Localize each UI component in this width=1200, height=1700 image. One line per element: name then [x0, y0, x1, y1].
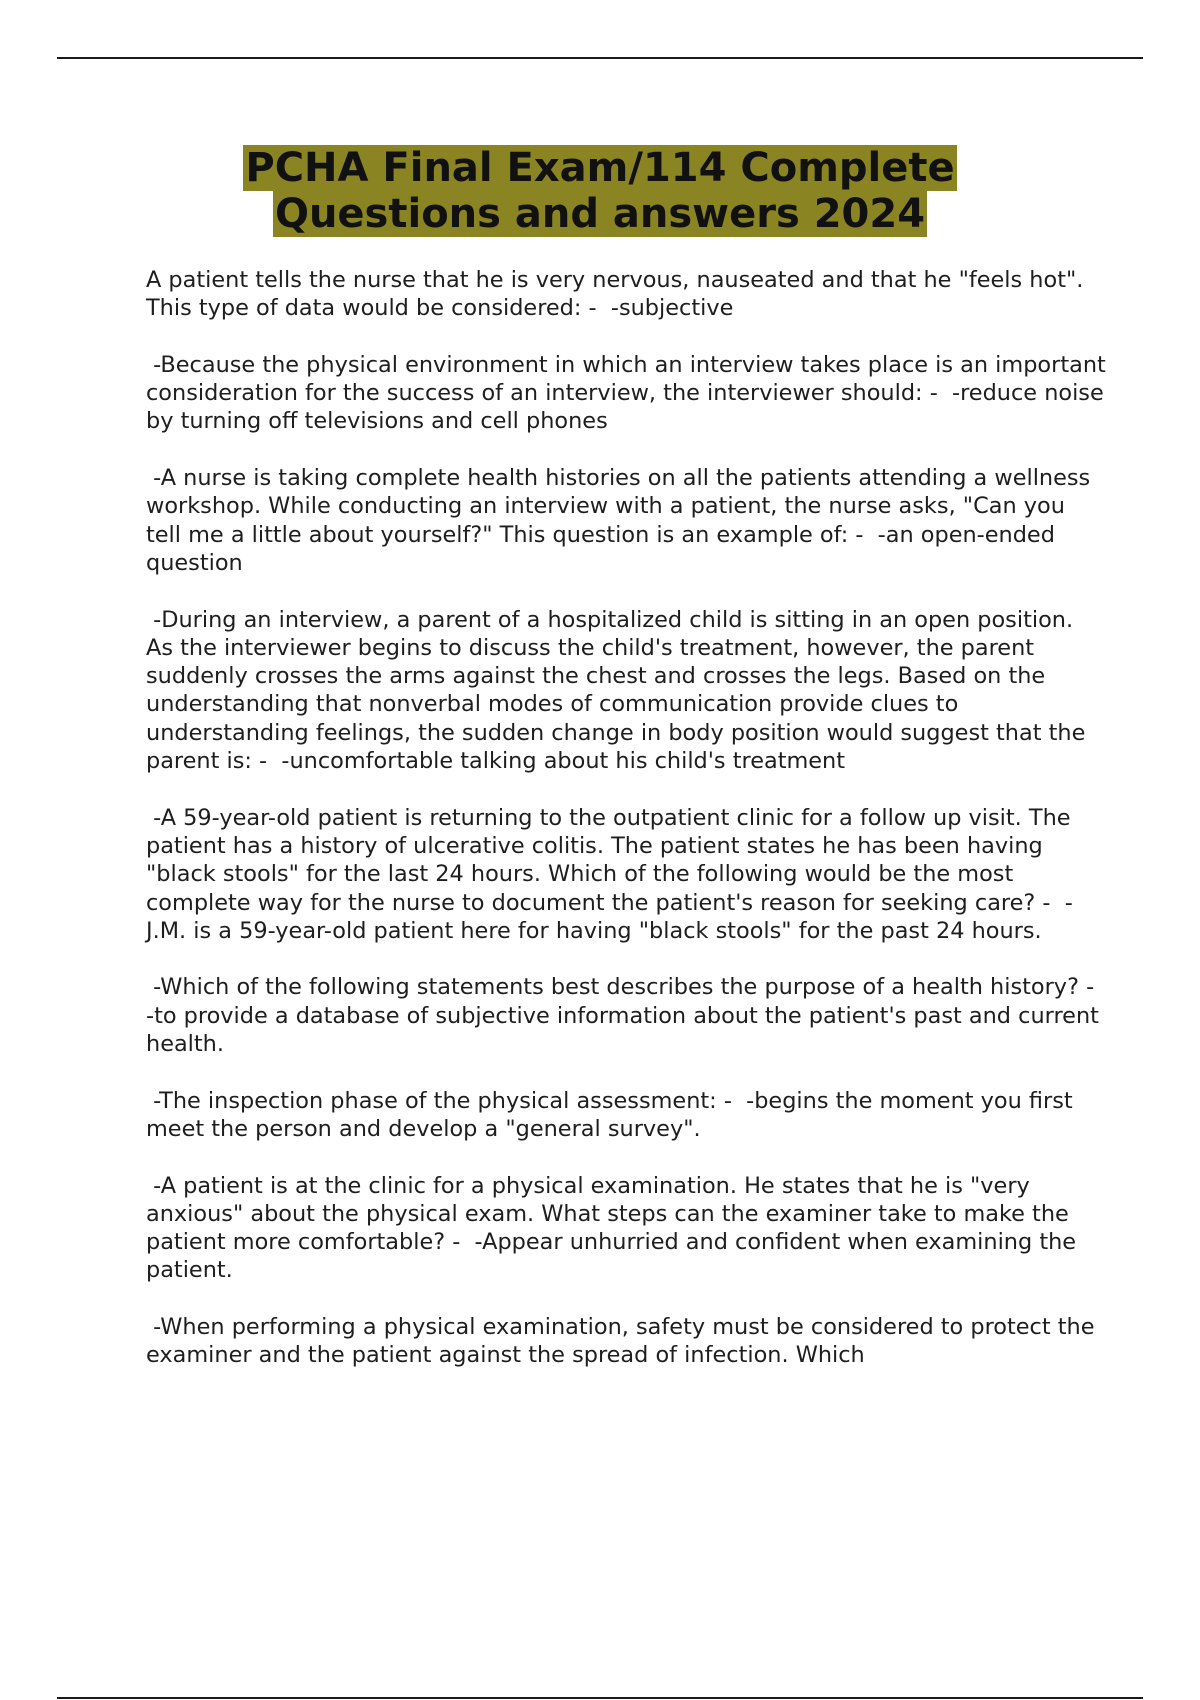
title-line-1: PCHA Final Exam/114 Complete — [245, 145, 955, 191]
document-title — [0, 145, 1200, 237]
header-rule — [57, 57, 1143, 59]
qa-entry: -A patient is at the clinic for a physical examination. He states that he is "very anxious" about the physical exam. What steps can the examiner take to make the patient more comfortable? - -Appear unhurried and confident when examining the patient. — [146, 1172, 1084, 1284]
title-line-2: Questions and answers 2024 — [274, 191, 926, 237]
footer-rule — [57, 1697, 1143, 1699]
qa-entry: -Which of the following statements best describes the purpose of a health history? - -to provide a database of subjective information about the patient's past and current health. — [146, 974, 1109, 1058]
qa-entry: -A nurse is taking complete health histories on all the patients attending a wellness workshop. While conducting an interview with a patient, the nurse asks, "Can you tell me a little about yourself?" This question is an example of: - -an open-ended question — [146, 465, 1098, 576]
qa-entry: A patient tells the nurse that he is very nervous, nauseated and that he "feels hot". This type of data would be considered: - -subjective — [146, 267, 1091, 322]
qa-entry: -When performing a physical examination, safety must be considered to protect the examiner and the patient against the spread of infection. Which — [146, 1313, 1102, 1369]
qa-content — [146, 266, 1113, 1370]
qa-entry: -A 59-year-old patient is returning to the outpatient clinic for a follow up visit. The patient has a history of ulcerative colitis. The patient states he has been having "black stools" for the last 24 hours. Which of the following would be the most complete way for the nurse to document the patient's reason for seeking care? - -J.M. is a 59-year-old patient here for having "black stools" for the past 24 hours. — [146, 804, 1078, 944]
qa-entry: -During an interview, a parent of a hospitalized child is sitting in an open position. As the interviewer begins to discuss the child's treatment, however, the parent suddenly crosses the arms against the chest and crosses the legs. Based on the understanding that nonverbal modes of communication provide clues to understanding feelings, the sudden change in body position would suggest that the parent is: - -uncomfortable talking about his child's treatment — [146, 606, 1093, 775]
qa-entry: -Because the physical environment in which an interview takes place is an important consideration for the success of an interview, the interviewer should: - -reduce noise by turning off televisions and cell phones — [146, 351, 1113, 435]
qa-entry: -The inspection phase of the physical assessment: - -begins the moment you first meet the person and develop a "general survey". — [146, 1087, 1080, 1142]
